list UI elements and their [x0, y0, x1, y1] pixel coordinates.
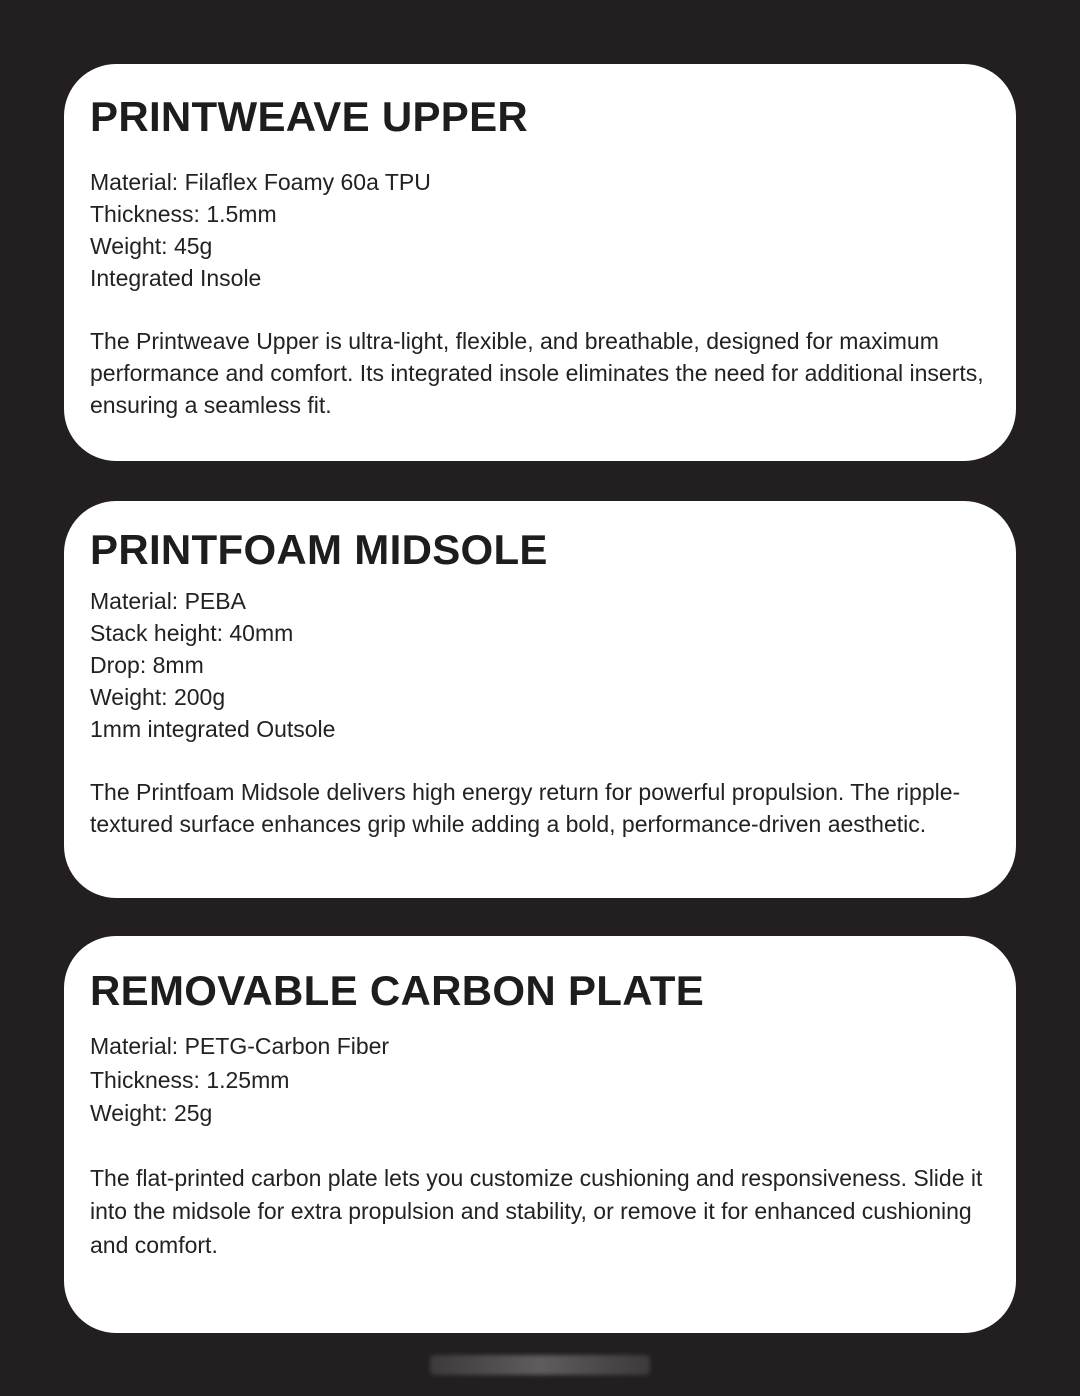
section-description: The Printweave Upper is ultra-light, flexible, and breathable, designed for maximum performance and comfort. Its integrated insole eliminates the need for additional inserts, ensuring a seamless fit.	[90, 328, 984, 418]
card-removable-carbon-plate	[64, 936, 1016, 1333]
spec-item: Stack height: 40mm	[90, 620, 294, 646]
spec-item: Weight: 200g	[90, 684, 226, 710]
spec-list	[90, 585, 990, 745]
spec-list	[90, 1030, 990, 1131]
card-printweave-upper	[64, 64, 1016, 461]
spec-item: Material: Filaflex Foamy 60a TPU	[90, 169, 431, 195]
blurred-watermark	[430, 1355, 650, 1375]
spec-item: Drop: 8mm	[90, 652, 204, 678]
spec-item: Integrated Insole	[90, 265, 262, 291]
spec-item: Weight: 25g	[90, 1100, 213, 1126]
card-printfoam-midsole	[64, 501, 1016, 898]
spec-item: Thickness: 1.5mm	[90, 201, 277, 227]
spec-item: Thickness: 1.25mm	[90, 1066, 290, 1093]
spec-list	[90, 166, 990, 294]
section-description: The Printfoam Midsole delivers high energy return for powerful propulsion. The ripple-textured surface enhances grip while adding a bold, performance-driven aesthetic.	[90, 779, 961, 837]
section-description: The flat-printed carbon plate lets you customize cushioning and responsiveness. Slide it into the midsole for extra propulsion and stability, or remove it for enhanced cushioning and comfort.	[90, 1164, 983, 1258]
spec-item: Weight: 45g	[90, 233, 213, 259]
section-title: PRINTWEAVE UPPER	[90, 93, 529, 140]
spec-item: 1mm integrated Outsole	[90, 716, 336, 742]
section-title: PRINTFOAM MIDSOLE	[90, 526, 548, 573]
section-title: REMOVABLE CARBON PLATE	[90, 967, 705, 1014]
spec-item: Material: PEBA	[90, 588, 246, 614]
spec-item: Material: PETG-Carbon Fiber	[90, 1033, 390, 1059]
